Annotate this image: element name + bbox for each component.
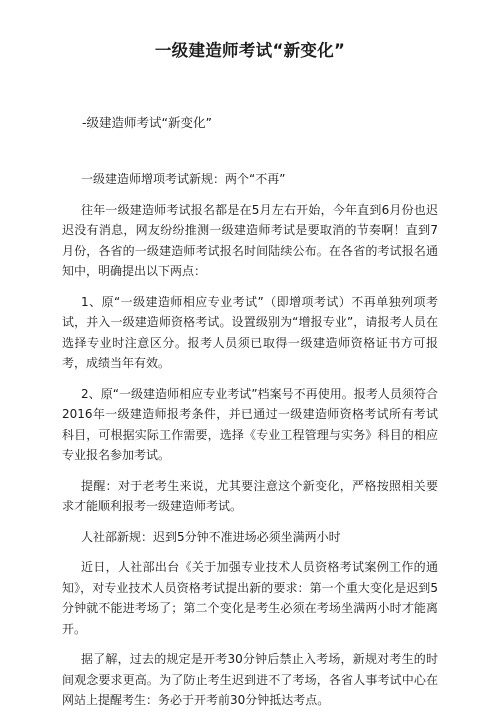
document-title: 一级建造师考试“新变化”	[154, 41, 346, 60]
section-heading-1: 一级建造师增项考试新规：两个“不再”	[81, 172, 286, 186]
paragraph: 2、原“一级建造师相应专业考试”档案号不再使用。报考人员须符合2016年一级建造师报考条件，并已通过一级建造师资格考试所有考试科目，可根据实际工作需要，选择《专业工程管理与实务》科目的相应专业报名参加考试。	[62, 386, 438, 462]
document-body	[62, 169, 438, 711]
paragraph: 近日，人社部出台《关于加强专业技术人员资格考试案例工作的通知》，对专业技术人员资格考试提出新的要求：第一个重大变化是迟到5分钟就不能进考场了；第二个变化是考生必须在考场坐满两小时才能离开。	[62, 560, 438, 636]
paragraph: 提醒：对于老考生来说，尤其要注意这个新变化，严格按照相关要求才能顺利报考一级建造师考试。	[62, 478, 438, 513]
paragraph: 往年一级建造师考试报名都是在5月左右开始，今年直到6月份也迟迟没有消息，网友纷纷推测一级建造师考试是要取消的节奏啊！直到7月份，各省的一级建造师考试报名时间陆续公布。在各省的考试报名通知中，明确提出以下两点：	[62, 202, 438, 278]
paragraph: 1、原“一级建造师相应专业考试”（即增项考试）不再单独列项考试，并入一级建造师资格考试。设置级别为“增报专业”，请报考人员在选择专业时注意区分。报考人员须已取得一级建造师资格证书方可报考，成绩当年有效。	[62, 294, 438, 370]
document-subtitle: -级建造师考试“新变化”	[82, 115, 212, 130]
section-heading-2: 人社部新规：迟到5分钟不准进场必须坐满两小时	[81, 529, 341, 544]
paragraph: 据了解，过去的规定是开考30分钟后禁止入考场，新规对考生的时间观念要求更高。为了防止考生迟到进不了考场，各省人事考试中心在网站上提醒考生：务必于开考前30分钟抵达考点。	[62, 652, 438, 707]
